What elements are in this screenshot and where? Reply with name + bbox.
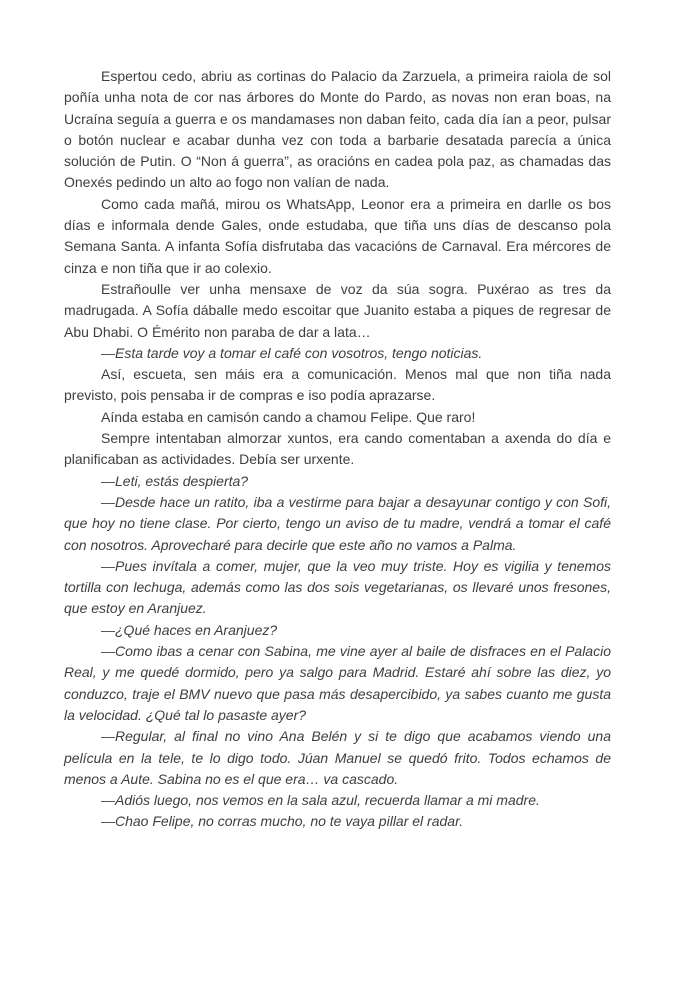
narrative-paragraph: Espertou cedo, abriu as cortinas do Palacio da Zarzuela, a primeira raiola de sol poñía unha nota de cor nas árbores do Monte do Pardo, as novas non eran boas, na Ucraína seguía a guerra e os mandamases non daban feito, cada día ían a peor, pulsar o botón nuclear e acabar dunha vez con toda a barbarie desatada parecía a única solución de Putin. O “Non á guerra”, as oracións en cadea pola paz, as chamadas das Onexés pedindo un alto ao fogo non valían de nada. bbox=[64, 68, 611, 191]
narrative-paragraph: Aínda estaba en camisón cando a chamou Felipe. Que raro! bbox=[101, 408, 476, 425]
dialogue-paragraph: —Esta tarde voy a tomar el café con vosotros, tengo noticias. bbox=[101, 344, 483, 361]
dialogue-paragraph: —Regular, al final no vino Ana Belén y si te digo que acabamos viendo una película en la tele, te lo digo todo. Júan Manuel se quedó frito. Todos echamos de menos a Aute. Sabina no es el que era… va cascado. bbox=[64, 728, 611, 787]
dialogue-paragraph: —Pues invítala a comer, mujer, que la veo muy triste. Hoy es vigilia y tenemos tortilla con lechuga, además como las dos sois vegetarianas, os llevaré unos fresones, que estoy en Aranjuez. bbox=[64, 557, 611, 617]
dialogue-paragraph: —Desde hace un ratito, iba a vestirme para bajar a desayunar contigo y con Sofi, que hoy no tiene clase. Por cierto, tengo un aviso de tu madre, vendrá a tomar el café con nosotros. Aprovecharé para decirle que este año no vamos a Palma. bbox=[64, 493, 611, 553]
narrative-paragraph: Sempre intentaban almorzar xuntos, era cando comentaban a axenda do día e planificaban as actividades. Debía ser urxente. bbox=[64, 430, 611, 468]
dialogue-paragraph: —Como ibas a cenar con Sabina, me vine ayer al baile de disfraces en el Palacio Real, y me quedé dormido, pero ya salgo para Madrid. Estaré ahí sobre las diez, yo conduzco, traje el BMV nuevo que pasa más desapercibido, ya sabes cuanto me gusta la velocidad. ¿Qué tal lo pasaste ayer? bbox=[64, 643, 611, 723]
narrative-paragraph: Estrañoulle ver unha mensaxe de voz da súa sogra. Puxérao as tres da madrugada. A Sofía dáballe medo escoitar que Juanito estaba a piques de regresar de Abu Dhabi. O Émérito non paraba de dar a lata… bbox=[64, 280, 611, 340]
dialogue-paragraph: —¿Qué haces en Aranjuez? bbox=[101, 621, 278, 638]
narrative-paragraph: Así, escueta, sen máis era a comunicación. Menos mal que non tiña nada previsto, pois pensaba ir de compras e iso podía aprazarse. bbox=[64, 366, 611, 404]
dialogue-paragraph: —Leti, estás despierta? bbox=[101, 472, 249, 489]
dialogue-paragraph: —Adiós luego, nos vemos en la sala azul, recuerda llamar a mi madre. bbox=[101, 792, 540, 809]
narrative-paragraph: Como cada mañá, mirou os WhatsApp, Leonor era a primeira en darlle os bos días e informala dende Gales, onde estudaba, que tiña uns días de descanso pola Semana Santa. A infanta Sofía disfrutaba das vacacións de Carnaval. Era mércores de cinza e non tiña que ir ao colexio. bbox=[64, 195, 611, 276]
dialogue-paragraph: —Chao Felipe, no corras mucho, no te vaya pillar el radar. bbox=[101, 813, 464, 830]
